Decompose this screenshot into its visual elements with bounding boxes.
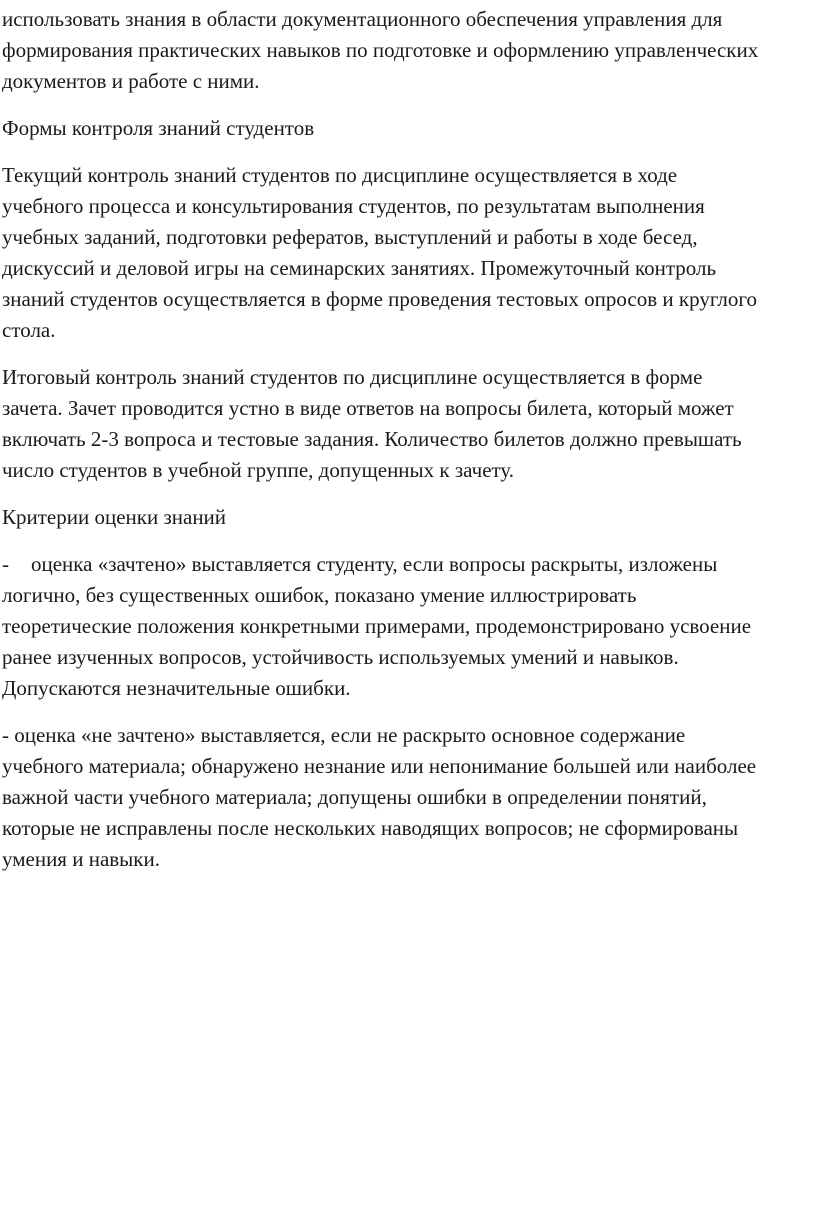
text-line	[2, 549, 816, 580]
text-line: Текущий контроль знаний студентов по дисциплине осуществляется в ходе	[2, 163, 678, 187]
text-line-content: оценка «зачтено» выставляется студенту, если вопросы раскрыты, изложены	[31, 552, 718, 576]
paragraph-current-control	[2, 160, 816, 346]
criterion-failed-item	[2, 720, 816, 875]
text-line: учебного процесса и консультирования студентов, по результатам выполнения	[2, 194, 705, 218]
section-heading-criteria	[2, 502, 816, 533]
criterion-passed-item	[2, 549, 816, 704]
section-heading-control-forms	[2, 113, 816, 144]
text-line: ранее изученных вопросов, устойчивость используемых умений и навыков.	[2, 645, 679, 669]
text-line: стола.	[2, 318, 56, 342]
text-line: которые не исправлены после нескольких наводящих вопросов; не сформированы	[2, 816, 739, 840]
text-line: использовать знания в области документационного обеспечения управления для	[2, 7, 723, 31]
list-dash: -	[2, 552, 9, 576]
text-line: дискуссий и деловой игры на семинарских занятиях. Промежуточный контроль	[2, 256, 717, 280]
text-line: Критерии оценки знаний	[2, 505, 227, 529]
text-line: формирования практических навыков по подготовке и оформлению управленческих	[2, 38, 759, 62]
paragraph-intro-continuation	[2, 4, 816, 97]
text-line: - оценка «не зачтено» выставляется, если не раскрыто основное содержание	[2, 723, 686, 747]
text-line: знаний студентов осуществляется в форме проведения тестовых опросов и круглого	[2, 287, 757, 311]
text-line: Формы контроля знаний студентов	[2, 116, 315, 140]
text-line: включать 2-3 вопроса и тестовые задания. Количество билетов должно превышать	[2, 427, 742, 451]
text-line: зачета. Зачет проводится устно в виде ответов на вопросы билета, который может	[2, 396, 734, 420]
paragraph-final-control	[2, 362, 816, 486]
text-line: Итоговый контроль знаний студентов по дисциплине осуществляется в форме	[2, 365, 703, 389]
text-line: учебных заданий, подготовки рефератов, выступлений и работы в ходе бесед,	[2, 225, 698, 249]
text-line: умения и навыки.	[2, 847, 160, 871]
text-line: логично, без существенных ошибок, показано умение иллюстрировать	[2, 583, 637, 607]
text-line: документов и работе с ними.	[2, 69, 260, 93]
text-line: учебного материала; обнаружено незнание или непонимание большей или наиболее	[2, 754, 757, 778]
text-line: теоретические положения конкретными примерами, продемонстрировано усвоение	[2, 614, 752, 638]
text-line: число студентов в учебной группе, допущенных к зачету.	[2, 458, 515, 482]
text-line: Допускаются незначительные ошибки.	[2, 676, 351, 700]
text-line: важной части учебного материала; допущены ошибки в определении понятий,	[2, 785, 707, 809]
